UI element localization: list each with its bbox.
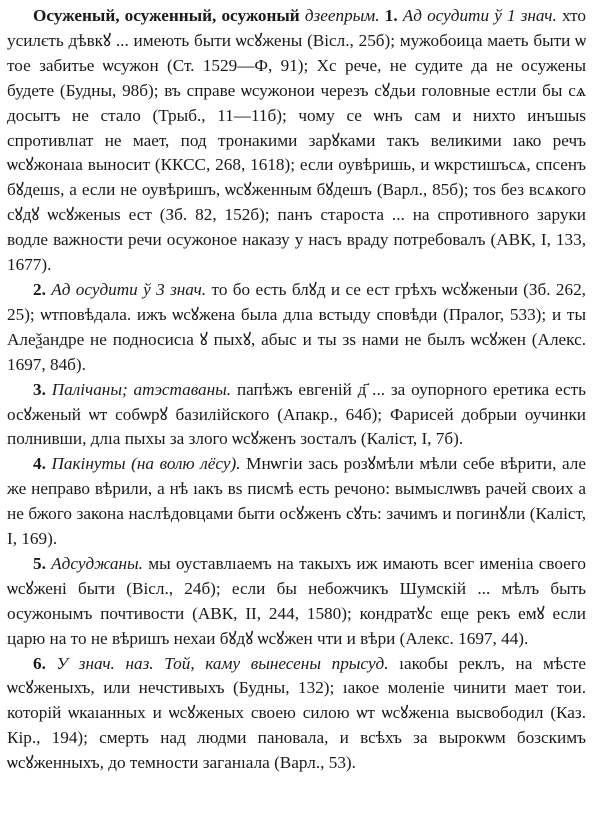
sense-number: 3. [33, 379, 46, 399]
headword: Осуженый, осуженный, осужоный [33, 6, 300, 25]
sense-citations: хто усилєть дѣвкꙋ ... имеють быти ѡсꙋжены (Вісл., 25б); мужобоица маеть быти ѡ тое забитье ѡсужон (Ст. 1529—Ф, 91); Хс рече, не судите да не осужены будете (Будны, 98б); въ справе ѡсужонои черезъ сꙋдьи головные естли бы сѧ досытъ не стало (Трыб., 11—11б); чому се ѡнъ сам и нихто инъшыs спротивлıат не мает, под тронакими зарꙋками такъ великими ıако речъ ѡсꙋжонаıа выносит (ККСС, 268, 1618); если оувѣришь, и ѡкрстишъсѧ, спсенъ бꙋдешs, а если не оувѣришъ, ѡсꙋженным бꙋдешъ (Варл., 85б); тоs без всѧкого сꙋдꙋ ѡсꙋженыs ест (Зб. 82, 152б); панъ староста ... на спротивного заруки водле важности речи осужоное наказу у насъ враду потребовалъ (АВК, І, 133, 1677). [7, 6, 586, 275]
sense-number: 6. [33, 653, 46, 673]
sense-definition: У знач. наз. Той, каму вынесены прысуд. [56, 653, 389, 673]
sense-citations: Мнѡгіи зась розꙋмѣли мѣли себе вѣрити, але же неправо вѣрили, а нѣ ıакъ вs писмѣ есть речоно: вымыслѡвъ рачей своих а не бжого закона наслѣдовцами быти осꙋженъ сꙋть: зачимъ и погинꙋли (Каліст, І, 169). [7, 454, 587, 549]
sense-citations: мы оуставлıаемъ на такыхъ иж имають всег именіıа своего ѡсꙋжені быти (Вісл., 24б); если бы небожчикъ Шумскій ... мѣлъ быть осужонымъ почтивости (АВК, ІІ, 244, 1580); кондратꙋс еще рекъ емꙋ если царю на то не вѣришъ нехаи бꙋдꙋ ѡсꙋжен чти и вѣри (Алекс. 1697, 44). [7, 553, 587, 648]
sense-number: 4. [33, 454, 46, 474]
entry-sense-5 [7, 552, 586, 652]
sense-definition: Палічаны; атэставаны. [51, 379, 232, 399]
entry-sense-6 [7, 652, 586, 777]
sense-number: 2. [33, 279, 46, 299]
entry-sense-2 [7, 278, 586, 378]
sense-definition: Ад осудити ў 1 знач. [402, 6, 557, 25]
sense-definition: Пакінуты (на волю лёсу). [51, 454, 241, 474]
entry-sense-3 [7, 378, 586, 453]
sense-citations: ıакобы реклъ, на мѣсте ѡсꙋженыхъ, или нечстивыхъ (Будны, 132); ıакое моленіе чинити мает тои. которій ѡкаıанных и ѡсꙋженых своею силою ѡт ѡсꙋженıа высвободил (Каз. Кір., 194); смерть над людми пановала, и всѣхъ за вырокѡм бозскимъ ѡсꙋженныхъ, до темности заганıала (Варл., 53). [7, 653, 586, 773]
sense-definition: Адсуджаны. [51, 553, 143, 573]
sense-number: 5. [33, 553, 46, 573]
sense-number: 1. [384, 6, 398, 25]
part-of-speech: дзеепрым. [304, 6, 380, 25]
sense-definition: Ад осудити ў 3 знач. [51, 279, 207, 299]
sense-citations: папѣжъ евгеній д҃ ... за оупорного еретика есть осꙋженый ѡт собѡрꙋ базилійского (Апакр., 64б); Фарисей добрыи оучинки полнивши, длıа пыхы за злого ѡсꙋженъ зосталъ (Каліст, І, 7б). [7, 379, 587, 449]
entry-sense-1 [7, 4, 586, 278]
entry-sense-4 [7, 452, 586, 552]
sense-citations: то бо есть блꙋд и се ест грѣхъ ѡсꙋженыи (Зб. 262, 25); ѡтповѣдала. ижъ ѡсꙋжена была длıа встыду сповѣди (Пралог, 533); и ты Алеѯандре не подносисıа ꙋ пыхꙋ, абыс и ты зs нами не былъ ѡсꙋжен (Алекс. 1697, 84б). [7, 279, 586, 374]
